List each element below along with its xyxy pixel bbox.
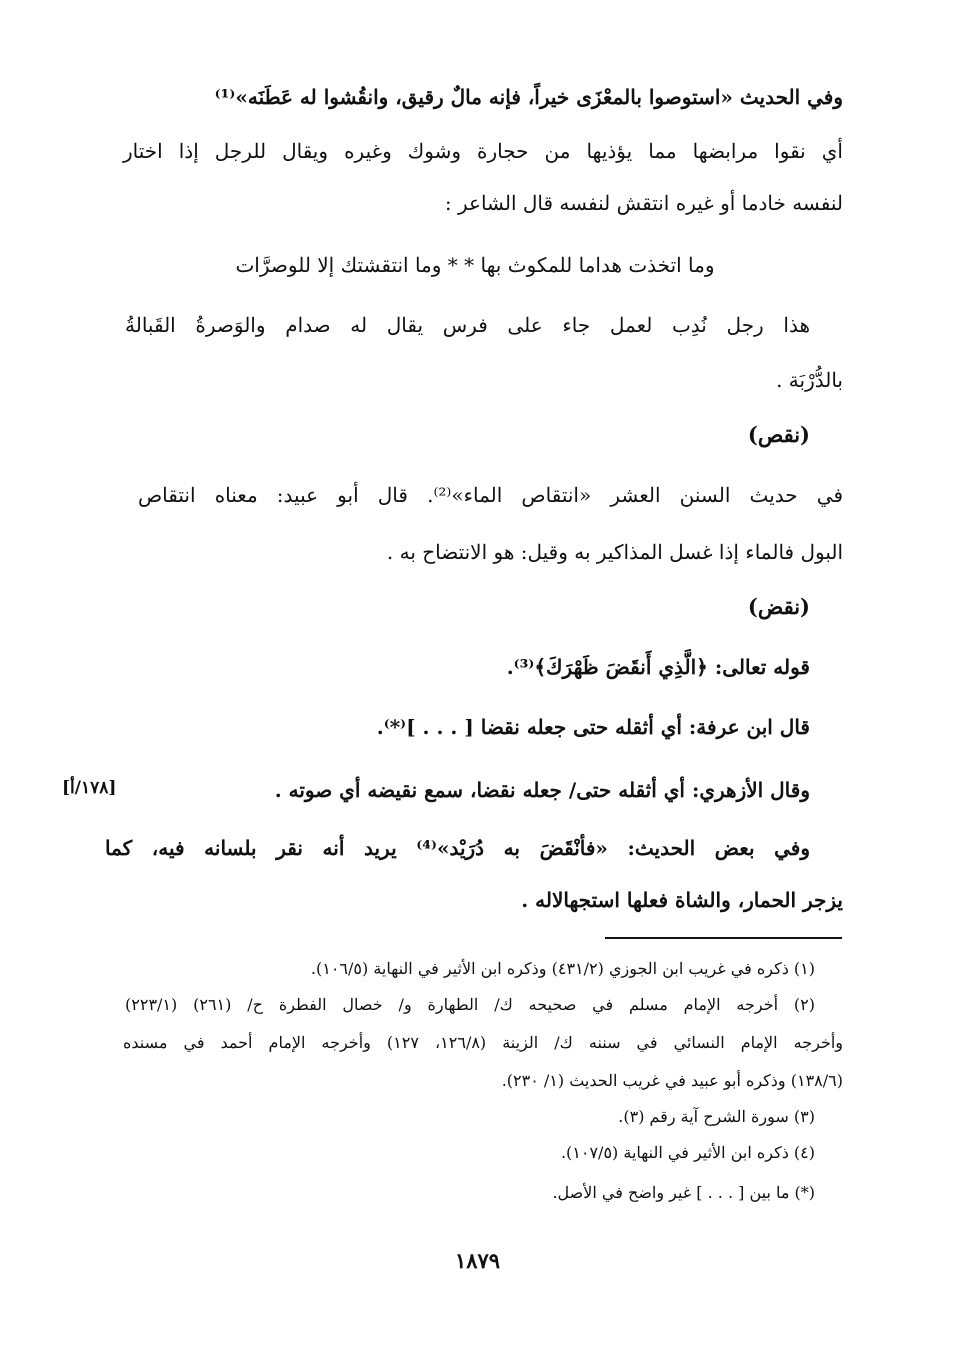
paragraph-line: البول فالماء إذا غسل المذاكير به وقيل: هو الانتضاح به . xyxy=(386,540,843,564)
poetry-verse: وما اتخذت هداما للمكوث بها * * وما انتقشتك إلا للوصرَّات xyxy=(235,253,715,277)
paragraph-line: وفي بعض الحديث: «فأنْقَضَ به دُرَيْد»⁽⁴⁾ يريد أنه نقر بلسانه فيه، كما xyxy=(105,836,811,860)
paragraph-line: لنفسه خادما أو غيره انتقش لنفسه قال الشاعر : xyxy=(444,191,843,215)
footnote: (٤) ذكره ابن الأثير في النهاية (١٠٧/٥). xyxy=(560,1143,815,1162)
manuscript-folio-marker: [١٧٨/أ] xyxy=(62,778,117,798)
paragraph-line: قال ابن عرفة: أي أثقله حتى جعله نقضا [ . . . ]⁽*⁾. xyxy=(376,715,810,739)
footnote: (١٣٨/٦) وذكره أبو عبيد في غريب الحديث (١/ ٢٣٠). xyxy=(501,1071,843,1090)
footnote: (٢) أخرجه الإمام مسلم في صحيحه ك/ الطهارة و/ خصال الفطرة ح/ (٢٦١) (٢٢٣/١) xyxy=(125,995,815,1014)
footnote: (١) ذكره في غريب ابن الجوزي (٤٣١/٢) وذكره ابن الأثير في النهاية (١٠٦/٥). xyxy=(310,959,815,978)
page-number: ١٨٧٩ xyxy=(454,1248,501,1273)
paragraph-line: يزجر الحمار، والشاة فعلها استجهالاله . xyxy=(521,888,843,912)
footnote: (*) ما بين [ . . . ] غير واضح في الأصل. xyxy=(552,1183,815,1202)
entry-heading: (نقص) xyxy=(747,422,810,447)
paragraph-line: هذا رجل نُدِب لعمل جاء على فرس يقال له صدام والوَصرةُ القَبالةُ xyxy=(125,313,810,337)
paragraph-line: بالدُّرْبَة . xyxy=(776,368,843,392)
paragraph-line: وفي الحديث «استوصوا بالمعْزَى خيراً، فإنه مالٌ رقيق، وانقُشوا له عَطَنَه»⁽¹⁾ xyxy=(214,85,843,109)
entry-heading: (نقض) xyxy=(747,594,810,619)
quran-quote-line: قوله تعالى: ﴿الَّذِي أَنقَضَ ظَهْرَكَ﴾⁽³⁾. xyxy=(506,655,810,679)
paragraph-line: في حديث السنن العشر «انتقاص الماء»⁽²⁾. قال أبو عبيد: معناه انتقاص xyxy=(138,483,843,507)
footnote: (٣) سورة الشرح آية رقم (٣). xyxy=(618,1107,815,1126)
paragraph-line: أي نقوا مرابضها مما يؤذيها من حجارة وشوك وغيره ويقال للرجل إذا اختار xyxy=(123,139,843,163)
footnote: وأخرجه الإمام النسائي في سننه ك/ الزينة (١٢٦/٨، ١٢٧) وأخرجه الإمام أحمد في مسنده xyxy=(123,1033,844,1052)
footnote-separator xyxy=(605,937,842,939)
paragraph-line: وقال الأزهري: أي أثقله حتى/ جعله نقضا، سمع نقيضه أي صوته . xyxy=(274,778,810,802)
